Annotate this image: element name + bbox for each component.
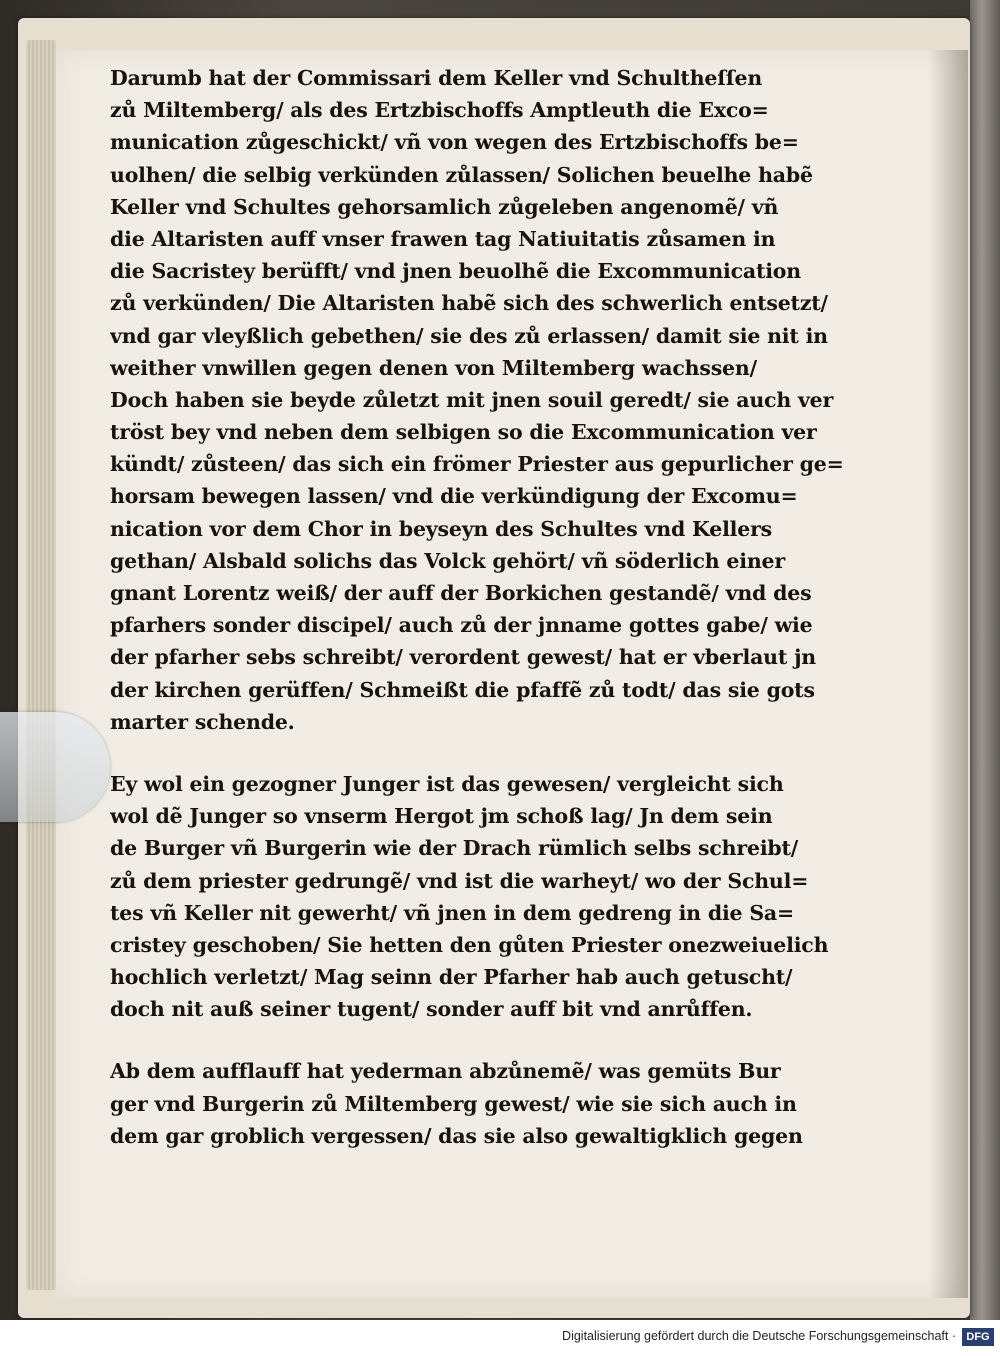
text-line: horsam bewegen lassen/ vnd die verkündigung der Excomu= xyxy=(110,484,798,509)
text-line: gnant Lorentz weiß/ der auff der Borkichen gestandẽ/ vnd des xyxy=(110,581,812,605)
text-line: de Burger vñ Burgerin wie der Drach rümlich selbs schreibt/ xyxy=(110,836,799,861)
spine-shadow xyxy=(928,50,968,1298)
text-line: die Sacristey berüfft/ vnd jnen beuolhẽ die Excommunication xyxy=(110,259,801,284)
text-line: der pfarher sebs schreibt/ verordent gewest/ hat er vberlaut jn xyxy=(110,645,817,670)
text-line: zů verkünden/ Die Altaristen habẽ sich des schwerlich entsetzt/ xyxy=(110,291,828,316)
paragraph xyxy=(110,62,870,738)
text-line: ger vnd Burgerin zů Miltemberg gewest/ wie sie sich auch in xyxy=(110,1091,797,1116)
page-clip xyxy=(0,712,110,822)
text-line: kündt/ zůsteen/ das sich ein frömer Priester aus gepurlicher ge= xyxy=(110,452,844,477)
text-line: der kirchen gerüffen/ Schmeißt die pfaffẽ zů todt/ das sie gots xyxy=(110,677,815,702)
text-line: pfarhers sonder discipel/ auch zů der jnname gottes gabe/ wie xyxy=(110,613,813,638)
paragraph-gap xyxy=(110,1025,870,1055)
paragraph xyxy=(110,1055,870,1152)
text-line: gethan/ Alsbald solichs das Volck gehört/ vñ söderlich einer xyxy=(110,548,786,573)
dfg-logo: DFG xyxy=(962,1328,994,1346)
paragraph xyxy=(110,768,870,1026)
footer xyxy=(0,1320,1000,1357)
text-line: uolhen/ die selbig verkünden zůlassen/ Solichen beuelhe habẽ xyxy=(110,162,813,187)
footer-credit: Digitalisierung gefördert durch die Deutsche Forschungsgemeinschaft · xyxy=(562,1329,956,1343)
text-line: munication zůgeschickt/ vñ von wegen des Ertzbischoffs be= xyxy=(110,130,799,155)
text-line: marter schende. xyxy=(110,709,295,734)
text-line: cristey geschoben/ Sie hetten den gůten Priester onezweiuelich xyxy=(110,932,829,957)
text-line: Ey wol ein gezogner Junger ist das gewesen/ vergleicht sich xyxy=(110,771,784,796)
text-line: doch nit auß seiner tugent/ sonder auff bit vnd anrůffen. xyxy=(110,997,753,1022)
text-line: zů dem priester gedrungẽ/ vnd ist die warheyt/ wo der Schul= xyxy=(110,868,809,893)
text-line: hochlich verletzt/ Mag seinn der Pfarher hab auch getuscht/ xyxy=(110,965,793,990)
text-line: tes vñ Keller nit gewerht/ vñ jnen in dem gedreng in die Sa= xyxy=(110,900,794,925)
page-text xyxy=(110,62,870,1152)
text-line: zů Miltemberg/ als des Ertzbischoffs Amptleuth die Exco= xyxy=(110,98,769,123)
paragraph-gap xyxy=(110,738,870,768)
text-line: weither vnwillen gegen denen von Miltemberg wachssen/ xyxy=(110,355,757,380)
page-edges xyxy=(26,40,56,1290)
text-line: Darumb hat der Commissari dem Keller vnd Schultheſſen xyxy=(110,66,763,90)
text-line: wol dẽ Junger so vnserm Hergot jm schoß lag/ Jn dem sein xyxy=(110,804,773,829)
text-line: Keller vnd Schultes gehorsamlich zůgeleben angenomẽ/ vñ xyxy=(110,194,779,219)
text-line: vnd gar vleyßlich gebethen/ sie des zů erlassen/ damit sie nit in xyxy=(110,323,828,348)
text-line: dem gar groblich vergessen/ das sie also gewaltigklich gegen xyxy=(110,1123,803,1148)
text-line: Doch haben sie beyde zůletzt mit jnen souil geredt/ sie auch ver xyxy=(110,387,834,412)
text-line: Ab dem aufflauff hat yederman abzůnemẽ/ was gemüts Bur xyxy=(110,1059,781,1084)
text-line: die Altaristen auff vnser frawen tag Natiuitatis zůsamen in xyxy=(110,226,776,251)
text-line: nication vor dem Chor in beyseyn des Schultes vnd Kellers xyxy=(110,516,773,541)
text-line: tröst bey vnd neben dem selbigen so die Excommunication ver xyxy=(110,420,817,445)
book-binding xyxy=(970,0,1000,1320)
